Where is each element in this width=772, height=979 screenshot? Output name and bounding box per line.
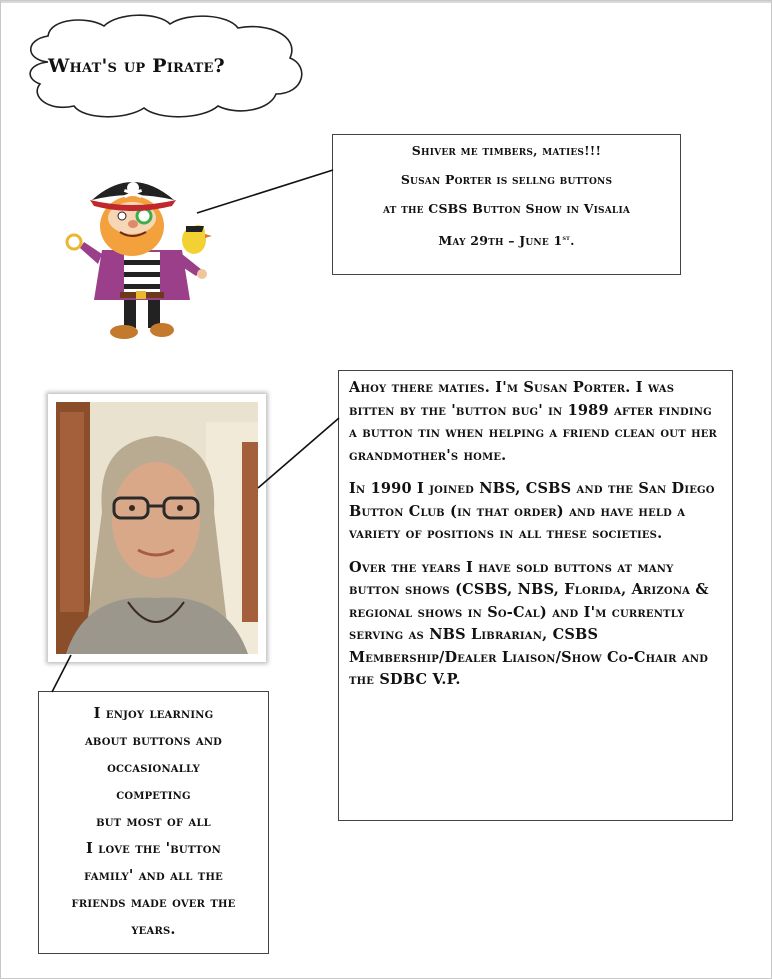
announcement-box: [332, 134, 681, 275]
enjoy-line: about buttons and: [84, 732, 223, 749]
portrait-frame: [48, 394, 266, 662]
enjoy-box: [38, 691, 269, 954]
announcement-line-1: Shiver me timbers, maties!!!: [411, 143, 602, 158]
enjoy-line: I enjoy learning: [93, 705, 214, 722]
date-suffix: st: [562, 233, 571, 242]
announcement-line-4: May 29th – June 1: [438, 233, 563, 249]
pirate-illustration: [62, 170, 242, 350]
enjoy-line: I love the 'button: [86, 840, 221, 857]
announcement-line-3: at the CSBS Button Show in Visalia: [382, 201, 631, 216]
announcement-line-2: Susan Porter is sellng buttons: [400, 172, 613, 187]
enjoy-line: but most of all: [96, 813, 211, 830]
bio-paragraph: Over the years I have sold buttons at many button shows (CSBS, NBS, Florida, Arizona & regional shows in So-Cal) and I'm currently serving as NBS Librarian, CSBS Membership/Dealer Liaison/Show Co-Chair and the SDBC V.P.: [349, 558, 709, 688]
enjoy-line: occasionally: [107, 759, 200, 776]
enjoy-line: friends made over the: [71, 894, 236, 911]
enjoy-line: family' and all the: [84, 867, 223, 884]
announcement-date: [333, 230, 680, 248]
bio-paragraph: In 1990 I joined NBS, CSBS and the San Diego Button Club (in that order) and have held a variety of positions in all these societies.: [349, 480, 715, 542]
portrait-photo: [56, 402, 258, 654]
page-title: What's up Pirate?: [48, 55, 225, 77]
enjoy-line: years.: [131, 921, 176, 938]
enjoy-line: competing: [116, 786, 191, 803]
bio-box: [338, 370, 733, 821]
date-end: .: [570, 233, 575, 249]
bio-paragraph: Ahoy there maties. I'm Susan Porter. I was bitten by the 'button bug' in 1989 after finding a button tin when helping a friend clean out her grandmother's home.: [349, 379, 718, 464]
